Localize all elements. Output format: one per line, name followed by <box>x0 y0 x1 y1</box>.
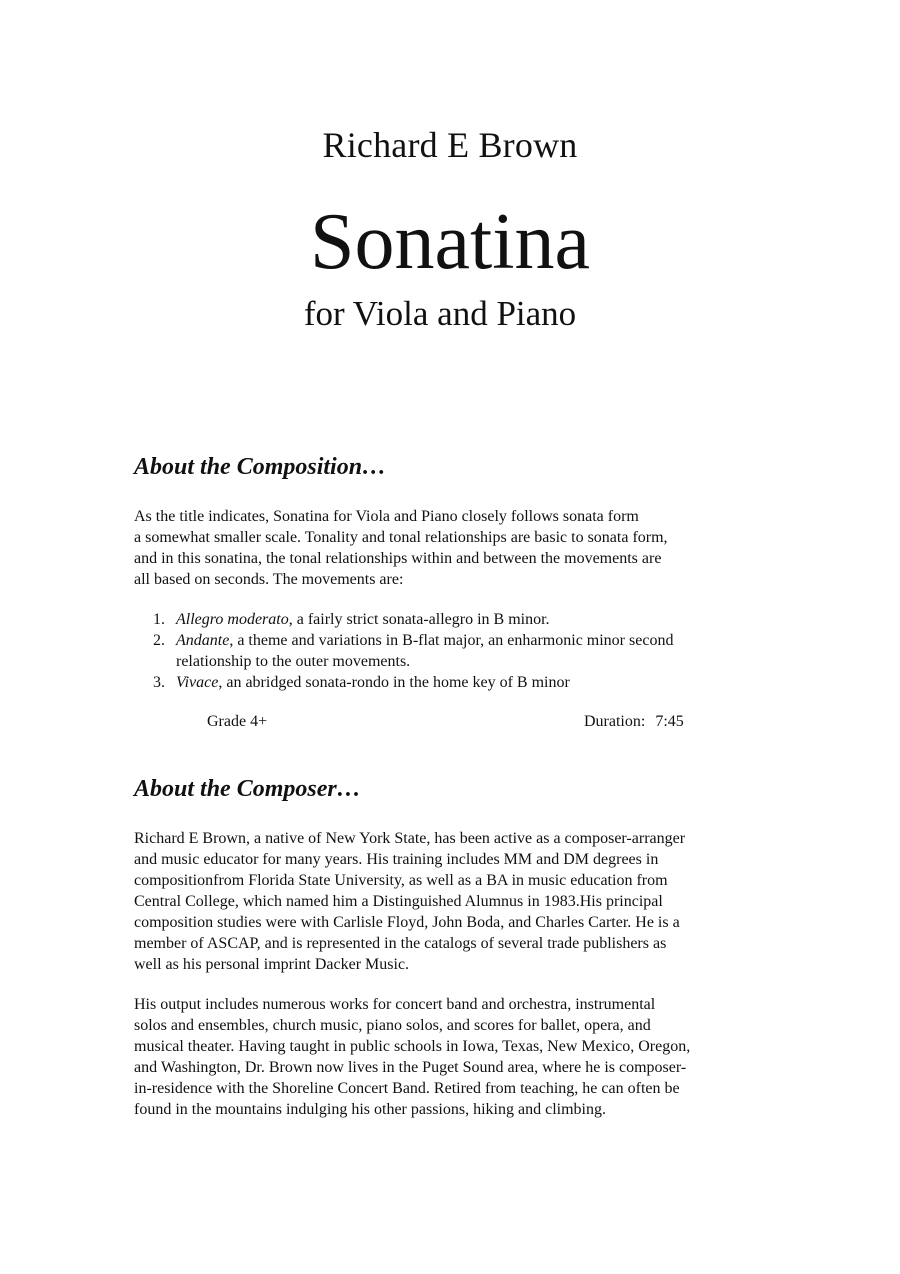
paragraph-line: found in the mountains indulging his other passions, hiking and climbing. <box>134 1101 606 1118</box>
duration <box>584 713 684 731</box>
composer-bio-paragraph-1 <box>134 828 794 975</box>
movements-list <box>134 609 794 693</box>
duration-value: 7:45 <box>655 713 684 730</box>
composer-heading: About the Composer… <box>134 776 361 802</box>
composition-paragraph <box>134 506 794 590</box>
paragraph-line: As the title indicates, Sonatina for Viola and Piano closely follows sonata form <box>134 508 639 525</box>
paragraph-line: composition studies were with Carlisle Floyd, John Boda, and Charles Carter. He is a <box>134 914 680 931</box>
piece-title: Sonatina <box>310 198 590 286</box>
paragraph-line: solos and ensembles, church music, piano solos, and scores for ballet, opera, and <box>134 1017 651 1034</box>
paragraph-line: Central College, which named him a Distinguished Alumnus in 1983.His principal <box>134 893 663 910</box>
movement-item <box>134 609 794 630</box>
movement-number: 2. <box>153 632 165 649</box>
grade-level: Grade 4+ <box>207 713 268 730</box>
paragraph-line: and music educator for many years. His training includes MM and DM degrees in <box>134 851 659 868</box>
movement-item <box>134 630 794 672</box>
movement-description: , an abridged sonata-rondo in the home key of B minor <box>218 674 570 691</box>
movement-number: 3. <box>153 674 165 691</box>
movement-number: 1. <box>153 611 165 628</box>
paragraph-line: Richard E Brown, a native of New York State, has been active as a composer-arranger <box>134 830 686 847</box>
movement-item <box>134 672 794 693</box>
composer-name: Richard E Brown <box>322 125 578 165</box>
movement-description-continued: relationship to the outer movements. <box>176 653 411 670</box>
paragraph-line: member of ASCAP, and is represented in the catalogs of several trade publishers as <box>134 935 667 952</box>
movement-name: Andante <box>176 632 230 649</box>
paragraph-line: His output includes numerous works for concert band and orchestra, instrumental <box>134 996 656 1013</box>
paragraph-line: compositionfrom Florida State University, as well as a BA in music education from <box>134 872 668 889</box>
paragraph-line: and in this sonatina, the tonal relationships within and between the movements are <box>134 550 662 567</box>
movement-description: , a fairly strict sonata-allegro in B minor. <box>288 611 550 628</box>
duration-label: Duration: <box>584 713 646 730</box>
paragraph-line: all based on seconds. The movements are: <box>134 571 404 588</box>
paragraph-line: a somewhat smaller scale. Tonality and tonal relationships are basic to sonata form, <box>134 529 668 546</box>
composer-bio-paragraph-2 <box>134 994 794 1120</box>
paragraph-line: and Washington, Dr. Brown now lives in the Puget Sound area, where he is composer- <box>134 1059 687 1076</box>
paragraph-line: well as his personal imprint Dacker Music. <box>134 956 410 973</box>
movement-name: Vivace <box>176 674 219 691</box>
paragraph-line: in-residence with the Shoreline Concert Band. Retired from teaching, he can often be <box>134 1080 680 1097</box>
composition-heading: About the Composition… <box>134 454 387 480</box>
paragraph-line: musical theater. Having taught in public schools in Iowa, Texas, New Mexico, Oregon, <box>134 1038 691 1055</box>
movement-description: , a theme and variations in B-flat major, an enharmonic minor second <box>229 632 674 649</box>
movement-name: Allegro moderato <box>176 611 289 628</box>
piece-subtitle: for Viola and Piano <box>303 294 577 333</box>
